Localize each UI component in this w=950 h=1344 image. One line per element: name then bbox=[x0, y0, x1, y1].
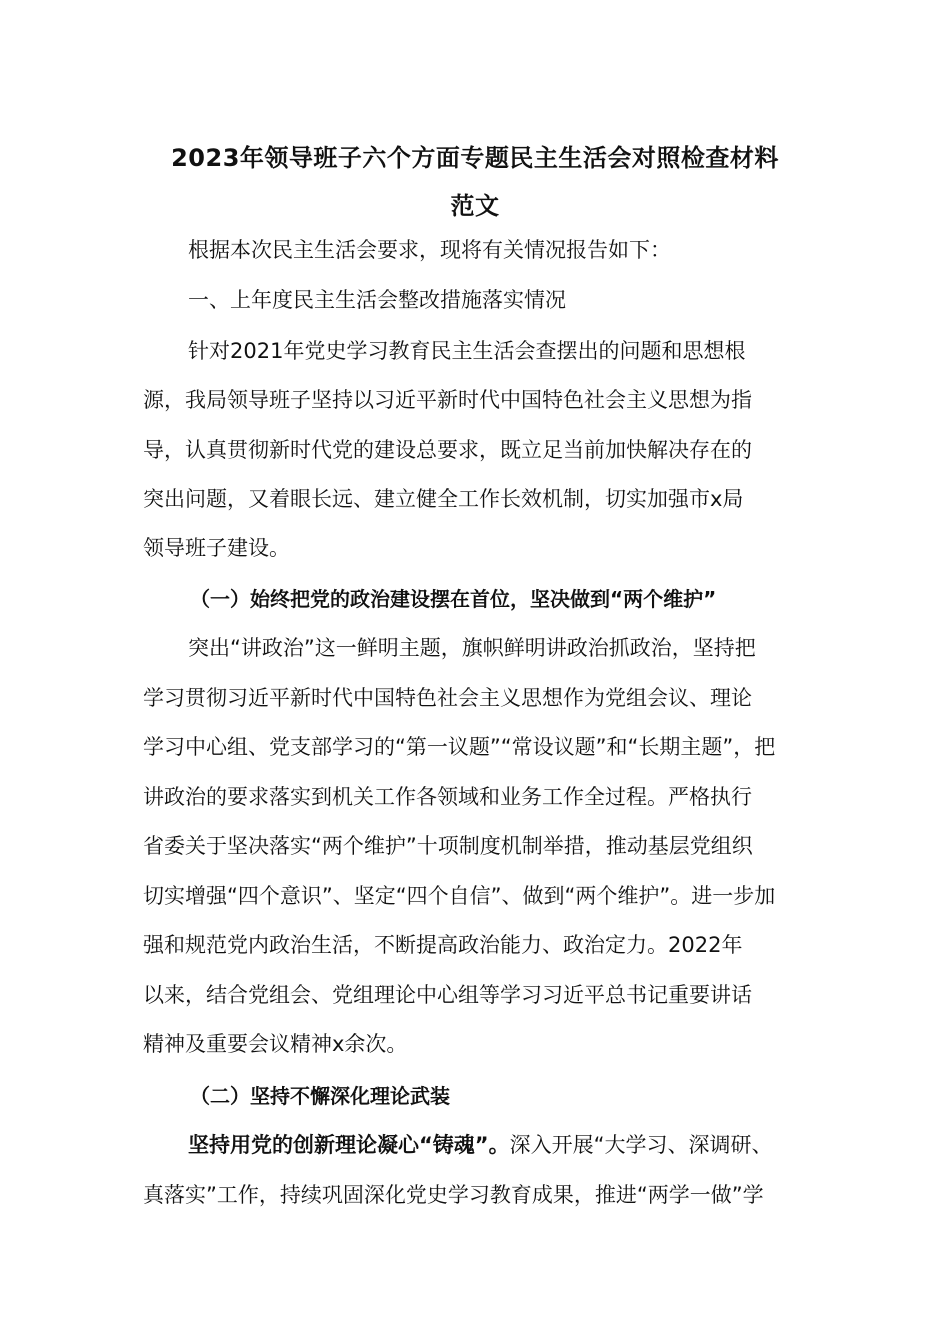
paragraph-2-line-1: 突出“讲政治”这一鲜明主题，旗帜鲜明讲政治抓政治，坚持把 bbox=[188, 636, 756, 660]
subsection-2-heading: （二）坚持不懈深化理论武装 bbox=[190, 1084, 450, 1108]
paragraph-2-line-8: 以来，结合党组会、党组理论中心组等学习习近平总书记重要讲话 bbox=[143, 983, 752, 1007]
subsection-1-heading: （一）始终把党的政治建设摆在首位，坚决做到“两个维护” bbox=[190, 587, 717, 611]
document-title-line-2: 范文 bbox=[450, 192, 500, 220]
paragraph-1-line-5: 领导班子建设。 bbox=[143, 536, 290, 560]
paragraph-2-line-4: 讲政治的要求落实到机关工作各领域和业务工作全过程。严格执行 bbox=[143, 785, 752, 809]
paragraph-3-lead-phrase: 坚持用党的创新理论凝心“铸魂”。 bbox=[188, 1133, 510, 1157]
paragraph-2-line-3: 学习中心组、党支部学习的“第一议题”“常设议题”和“长期主题”，把 bbox=[143, 735, 776, 759]
paragraph-1-line-4: 突出问题，又着眼长远、建立健全工作长效机制，切实加强市x局 bbox=[143, 487, 744, 511]
paragraph-2-line-2: 学习贯彻习近平新时代中国特色社会主义思想作为党组会议、理论 bbox=[143, 686, 752, 710]
paragraph-3-line-1-rest: 深入开展“大学习、深调研、 bbox=[509, 1133, 773, 1157]
paragraph-1-line-2: 源，我局领导班子坚持以习近平新时代中国特色社会主义思想为指 bbox=[143, 388, 752, 412]
paragraph-1-line-1: 针对2021年党史学习教育民主生活会查摆出的问题和思想根 bbox=[188, 339, 746, 363]
paragraph-2-line-9: 精神及重要会议精神x余次。 bbox=[143, 1032, 408, 1056]
paragraph-2-line-7: 强和规范党内政治生活，不断提高政治能力、政治定力。2022年 bbox=[143, 933, 743, 957]
paragraph-3-line-2: 真落实”工作，持续巩固深化党史学习教育成果，推进“两学一做”学 bbox=[143, 1183, 764, 1207]
paragraph-2-line-6: 切实增强“四个意识”、坚定“四个自信”、做到“两个维护”。进一步加 bbox=[143, 884, 776, 908]
document-title-line-1: 2023年领导班子六个方面专题民主生活会对照检查材料 bbox=[171, 144, 779, 172]
paragraph-2-line-5: 省委关于坚决落实“两个维护”十项制度机制举措，推动基层党组织 bbox=[143, 834, 753, 858]
paragraph-1-line-3: 导，认真贯彻新时代党的建设总要求，既立足当前加快解决存在的 bbox=[143, 438, 752, 462]
paragraph-3-line-1 bbox=[188, 1130, 773, 1160]
intro-paragraph: 根据本次民主生活会要求，现将有关情况报告如下： bbox=[188, 238, 671, 262]
section-1-heading: 一、上年度民主生活会整改措施落实情况 bbox=[188, 288, 566, 312]
